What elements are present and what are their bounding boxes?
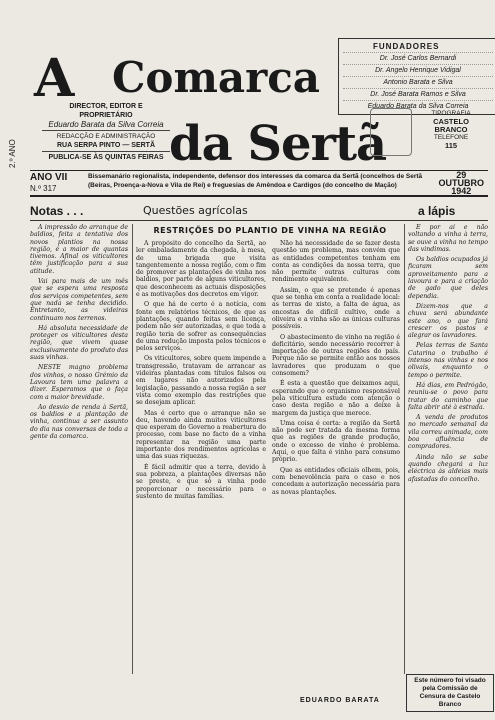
founder-name: Dr. Angelo Henrique Vidigal: [343, 64, 493, 76]
issue-date: [439, 171, 485, 195]
director-name: Eduardo Barata da Silva Correia: [48, 120, 164, 129]
article-signature: EDUARDO BARATA: [300, 697, 380, 704]
paragraph: Uma coisa é certa: a região da Sertã não pode ser tratada da mesma forma que as regiões de grande produção, onde o excesso de vinho é problema. Aqui, o que falta é vinho para consumo próprio.: [272, 419, 400, 464]
article-column-2: [272, 240, 400, 680]
paragraph: A propósito do concelho da Sertã, ao ler embaladamente da chegada, à mesa, de uma brigada que visita tangentemente a nossa região, com o fim de promover as plantações de vinha nos baldios, por parte de alguns viticultores, que desconhecem as actuais disposições e as motivações dos decretos em vigor.: [136, 240, 266, 299]
stamp-box: [370, 108, 412, 156]
editorial-info: [42, 102, 170, 162]
masthead-title-serta: da Sertã: [169, 116, 387, 172]
paragraph: É fácil admitir que a terra, devido à sua pobreza, a plantações diversas não se preste, e que só a vinha pode proporcionar o necessário para o sustento de muitas famílias.: [136, 463, 266, 500]
printing-line: BRANCO: [434, 125, 468, 134]
side-year: 2.º ANO: [8, 139, 17, 168]
section-lapis: a lápis: [418, 204, 456, 218]
paragraph: É esta a questão que deixamos aqui, esperando que o organismo responsável pela viticultura estude com atenção o caso desta região e não a deixe à margem da justiça que merece.: [272, 380, 400, 417]
section-notas: Notas . . .: [30, 204, 84, 218]
founder-name: Dr. José Carlos Bernardi: [343, 52, 493, 64]
printing-info: [414, 110, 488, 162]
issue-info-bar: [30, 170, 488, 197]
paragraph: O que há de certo é a notícia, com fonte em relatórios técnicos, de que as plantações, quando feitas sem licença, podem não ser autorizadas, e que toda a região teria de sofrer as consequências de uma redução imposta pelos técnicos e pelos serviços.: [136, 301, 266, 353]
date-month: OUTUBRO: [438, 178, 484, 188]
paragraph: A venda de produtos no mercado semanal da vila correu animada, com boa afluência de compradores.: [408, 414, 488, 451]
article-title: RESTRIÇÕES DO PLANTIO DE VINHA NA REGIÃO: [153, 226, 387, 235]
paragraph: Ao desvio de renda à Sertã, os baldios e a plantação de vinha, continua a ser assunto do dia nas conversas de toda a gente da comarca.: [30, 403, 128, 441]
newspaper-description: Bissemanário regionalista, independente, defensor dos interesses da comarca da Sertã (concelhos de Sertã (Beiras, Proença-a-Nova e Vila de Rei) e freguesias de Amêndoa e Cardigos (do concelho de Mação): [88, 173, 423, 189]
date-year: 1942: [451, 186, 472, 196]
masthead-title-a: A: [34, 48, 74, 109]
paragraph: Pelas terras de Santa Catarina o trabalho é intenso nas vinhas e nos olivais, enquanto o tempo o permite.: [408, 342, 488, 379]
publication-day: PUBLICA-SE ÀS QUINTAS FEIRAS: [48, 154, 164, 161]
director-label: DIRECTOR, EDITOR E PROPRIETÁRIO: [69, 103, 143, 119]
paragraph: Os viticultores, sobre quem impende a transgressão, tratavam de arrancar as videiras plantadas com títulos falsos ou em lugares não autorizados pela legislação, passando a nossa região a ser vista como exemplo das restrições que se desejam aplicar.: [136, 355, 266, 407]
address: RUA SERPA PINTO — SERTÃ: [56, 142, 155, 149]
printing-line: TELEFONE: [433, 134, 469, 141]
paragraph: Que as entidades oficiais olhem, pois, com benevolência para o caso e nos concedam a autorização necessária para as novas plantações.: [272, 466, 400, 496]
section-questoes: Questões agrícolas: [143, 204, 248, 217]
paragraph: NESTE magno problema dos vinhos, o nosso Grémio da Lavoura tem uma palavra a dizer. Esperamos que o faça com a maior brevidade.: [30, 364, 128, 401]
printing-line: CASTELO: [433, 117, 469, 126]
notas-column: [30, 224, 128, 679]
founder-name: Antonio Barata e Silva: [343, 76, 493, 88]
redaccao-label: REDACÇÃO E ADMINISTRAÇÃO: [56, 133, 156, 140]
founders-title: FUNDADORES: [373, 42, 440, 51]
paragraph: Não há necessidade de se fazer desta questão um problema, mas convém que as entidades competentes tenham em conta as condições da nossa terra, que não permite outras culturas com rendimento equivalente.: [272, 240, 400, 284]
issue-number: N.º 317: [30, 184, 57, 193]
issue-year: ANO VII: [30, 172, 68, 183]
paragraph: O abastecimento de vinho na região é deficitário, sendo necessário recorrer à importação de outras regiões do país. Porque não se permite então aos nossos lavradores que produzam o que consomem?: [272, 333, 400, 378]
paragraph: Assim, o que se pretende é apenas que se tenha em conta a realidade local: as terras de xisto, a falta de água, as encostas de difícil cultivo, onde a oliveira e a vinha são as únicas culturas possíveis.: [272, 286, 400, 331]
paragraph: Os baldios ocupados já ficaram sem aproveitamento para a lavoura e para a criação de gado que deles dependia.: [408, 256, 488, 300]
paragraph: Há dias, em Pedrógão, reuniu-se o povo para tratar do caminho que falta abrir até à estrada.: [408, 381, 488, 411]
censorship-notice: Este número foi visado pela Comissão de Censura de Castelo Branco: [406, 674, 494, 712]
paragraph: Mas é certo que o arranque não se deu, havendo ainda muitos viticultores que esperam do Governo a reabertura do processo, com base no facto de a vinha representar na região uma parte importante dos rendimentos agrícolas e uma das suas riquezas.: [136, 409, 266, 461]
printing-line: TIPOGRAFIA: [431, 110, 471, 117]
article-column-1: [136, 240, 266, 680]
paragraph: A impressão do arranque de baldios, feita a tentativa dos novos plantios na nossa região, é a maior de quantas tivemos. Afinal os viticultores têm justificação para a sua atitude.: [30, 224, 128, 275]
paragraph: Há absoluta necessidade de proteger os viticultores desta região, que vivem quase exclusivamente do produto das suas vinhas.: [30, 324, 128, 362]
founder-name: Dr. José Barata Ramos e Silva: [343, 88, 493, 100]
paragraph: Ainda não se sabe quando chegará a luz eléctrica às aldeias mais afastadas do concelho.: [408, 453, 488, 483]
divider: [30, 220, 488, 221]
date-day: 29: [456, 170, 467, 180]
founder-name: Eduardo Barata da Silva Correia: [343, 100, 493, 112]
column-divider: [132, 224, 133, 674]
paragraph: É por aí e não voltando a vinha à terra, se ouve a vinha no tempo das vindimas.: [408, 224, 488, 253]
masthead-title-comarca: Comarca: [112, 53, 321, 102]
lapis-column: [408, 224, 488, 679]
printing-line: 115: [444, 141, 458, 150]
column-divider: [404, 224, 405, 674]
paragraph: Dizem-nos que a chuva será abundante este ano, o que fará crescer os pastos e alegrar os lavradores.: [408, 302, 488, 340]
founders-box: [338, 38, 495, 115]
paragraph: Vai para mais de um mês que se espera uma resposta dos serviços competentes, sem que nada se tenha decidido. Entretanto, as videiras continuam nos terrenos.: [30, 278, 128, 322]
